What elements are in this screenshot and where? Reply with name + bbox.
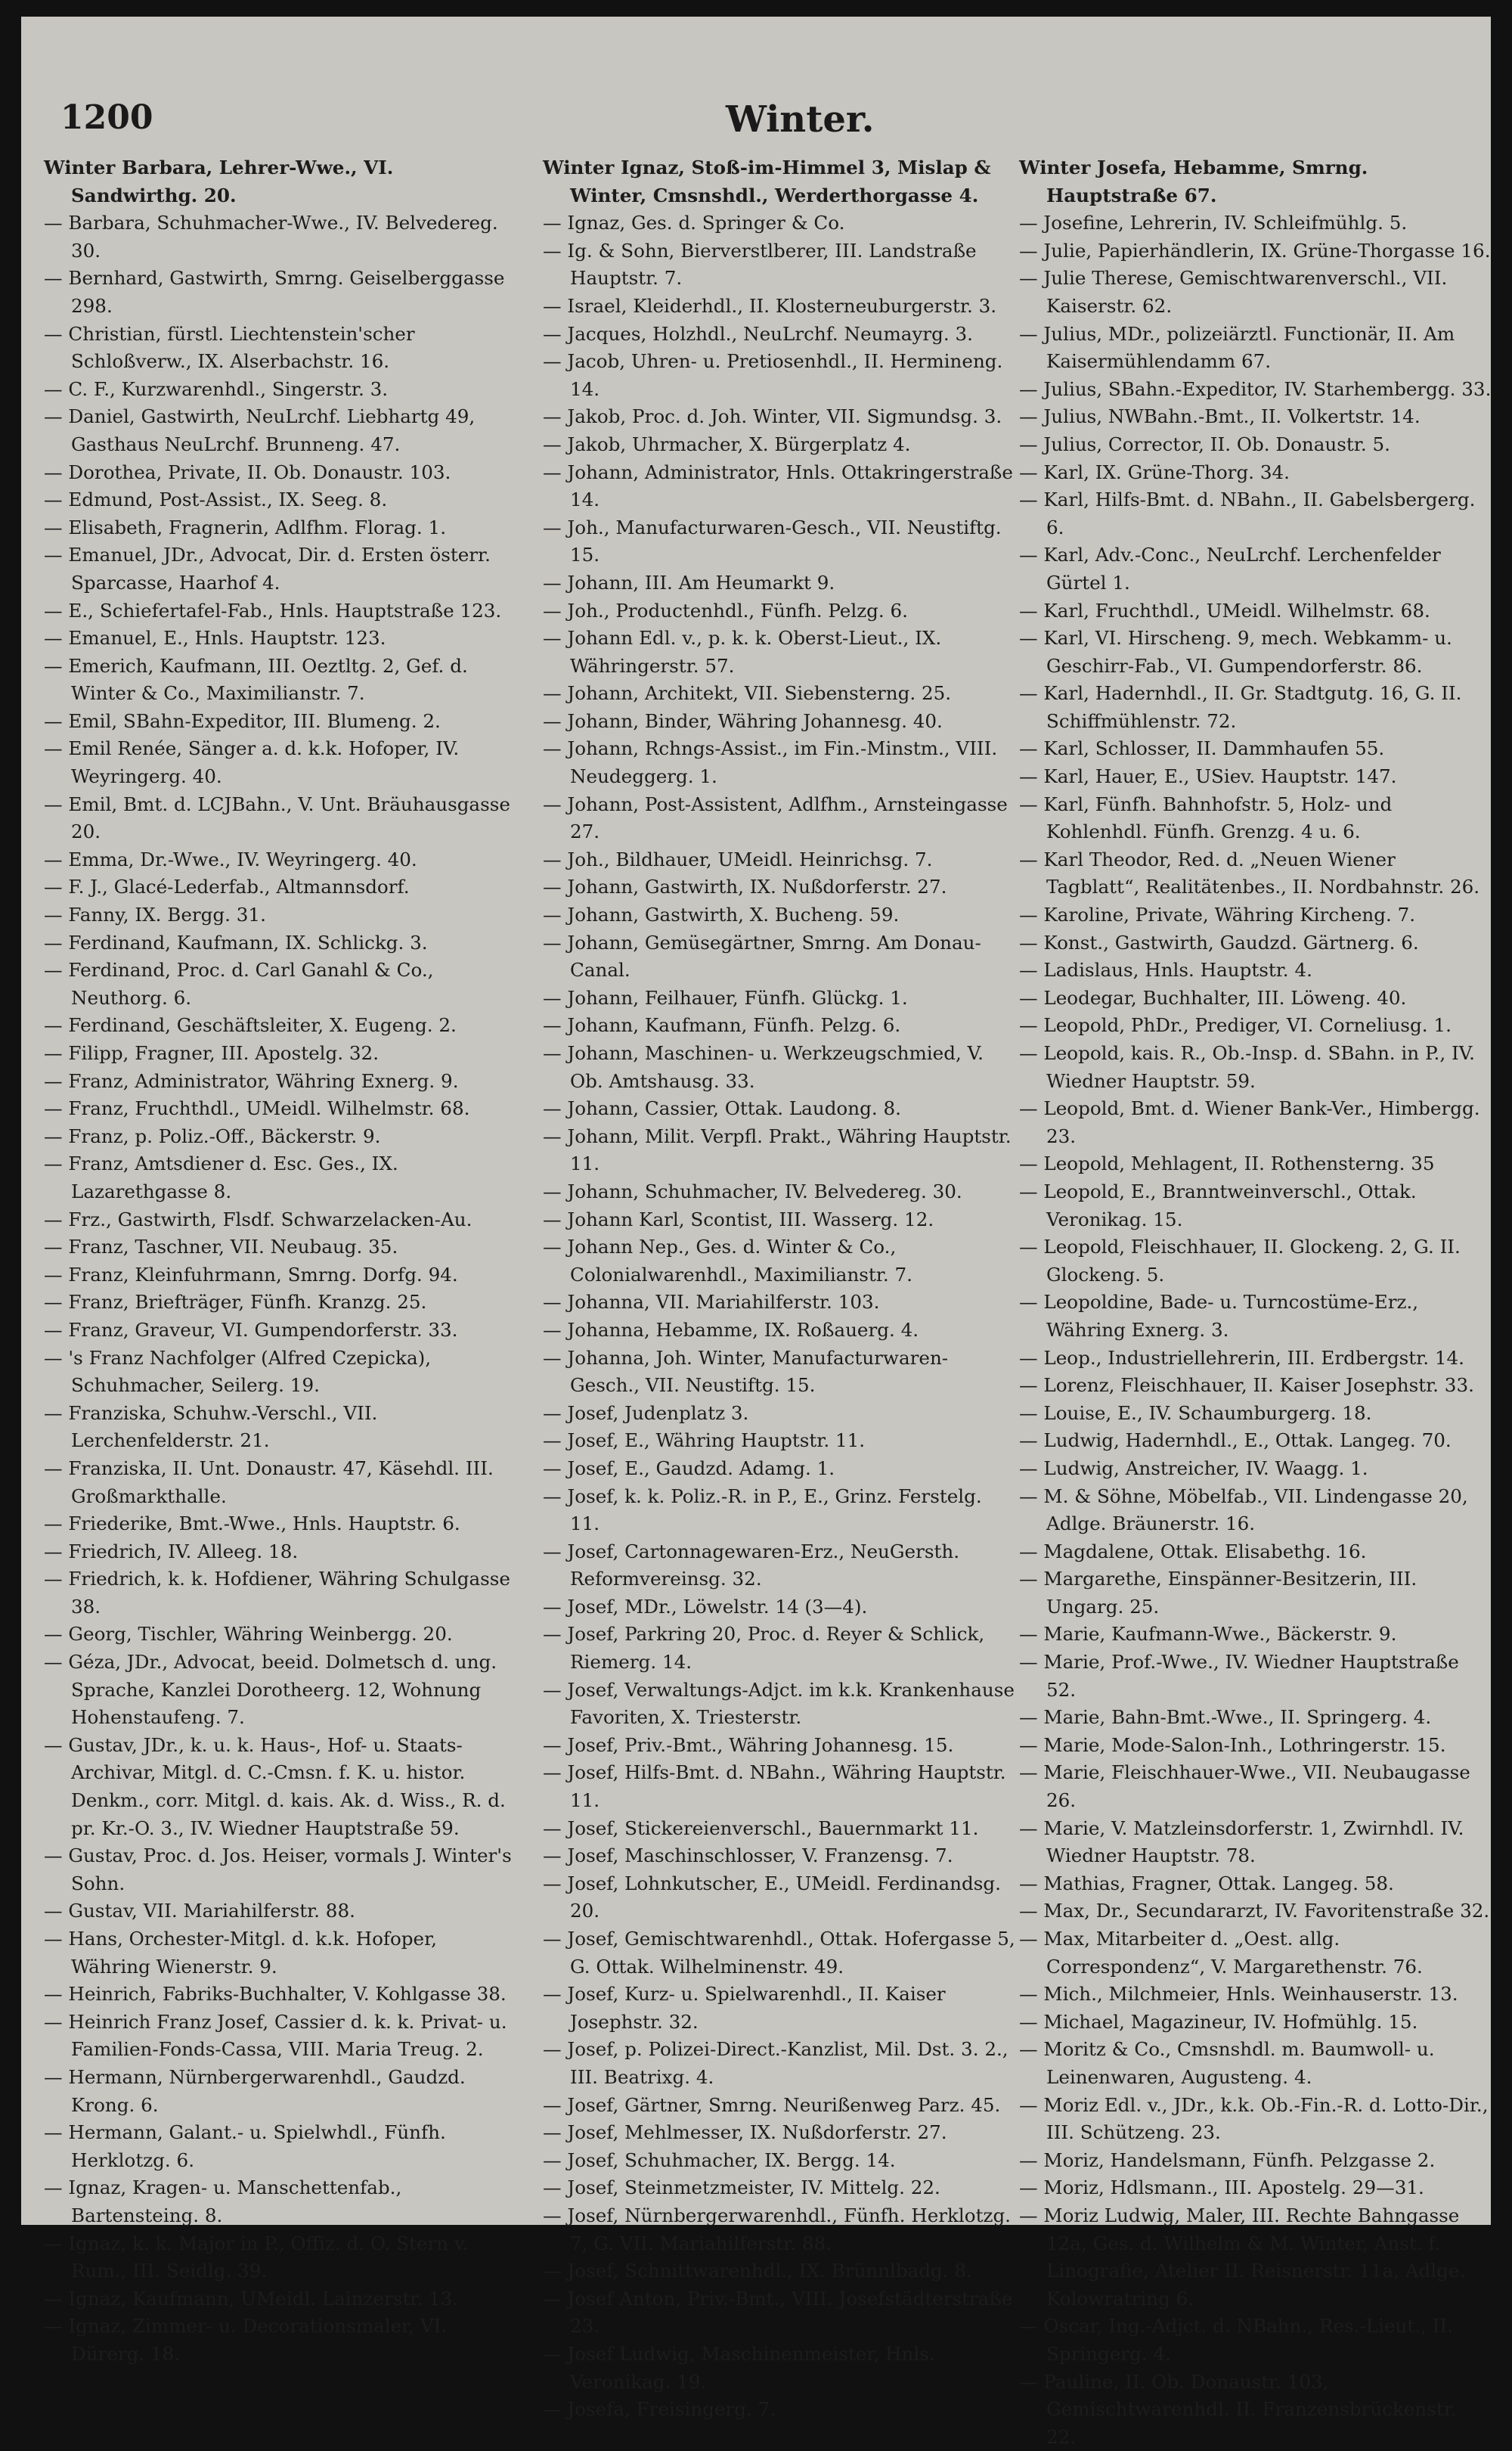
directory-entry: — Ignaz, Kaufmann, UMeidl. Lainzerstr. 13. xyxy=(44,2285,516,2313)
directory-entry: — Josef, Maschinschlosser, V. Franzensg. 7. xyxy=(543,1842,1015,1870)
directory-entry: — Karoline, Private, Währing Kircheng. 7. xyxy=(1019,901,1492,929)
directory-entry: — Joh., Manufacturwaren-Gesch., VII. Neustiftg. 15. xyxy=(543,514,1015,569)
directory-entry: — Johann, Rchngs-Assist., im Fin.-Minstm., VIII. Neudeggerg. 1. xyxy=(543,735,1015,790)
directory-entry: — Emil, Bmt. d. LCJBahn., V. Unt. Bräuhausgasse 20. xyxy=(44,791,516,846)
directory-entry: — Filipp, Fragner, III. Apostelg. 32. xyxy=(44,1040,516,1068)
directory-entry: — Franz, Fruchthdl., UMeidl. Wilhelmstr. 68. xyxy=(44,1095,516,1123)
directory-entry: — Jacob, Uhren- u. Pretiosenhdl., II. Hermineng. 14. xyxy=(543,348,1015,403)
directory-entry: — Josef, Parkring 20, Proc. d. Reyer & Schlick, Riemerg. 14. xyxy=(543,1621,1015,1676)
directory-entry: — Moriz, Hdlsmann., III. Apostelg. 29—31. xyxy=(1019,2174,1492,2202)
directory-entry: — Johann, Binder, Währing Johannesg. 40. xyxy=(543,708,1015,736)
directory-entry: — Moriz, Handelsmann, Fünfh. Pelzgasse 2. xyxy=(1019,2147,1492,2175)
directory-entry: — Josef, E., Währing Hauptstr. 11. xyxy=(543,1427,1015,1455)
directory-entry: — Bernhard, Gastwirth, Smrng. Geiselberggasse 298. xyxy=(44,265,516,320)
directory-entry: Winter Barbara, Lehrer-Wwe., VI. Sandwirthg. 20. xyxy=(44,154,516,209)
directory-entry: — Karl, Hadernhdl., II. Gr. Stadtgutg. 16, G. II. Schiffmühlenstr. 72. xyxy=(1019,680,1492,735)
directory-entry: — Marie, Fleischhauer-Wwe., VII. Neubaugasse 26. xyxy=(1019,1759,1492,1814)
directory-entry: — Josef, Nürnbergerwarenhdl., Fünfh. Herklotzg. 7, G. VII. Mariahilferstr. 88. xyxy=(543,2202,1015,2257)
directory-entry: — C. F., Kurzwarenhdl., Singerstr. 3. xyxy=(44,376,516,404)
directory-entry: — Leopold, Fleischhauer, II. Glockeng. 2, G. II. Glockeng. 5. xyxy=(1019,1233,1492,1289)
directory-entry: — Jakob, Proc. d. Joh. Winter, VII. Sigmundsg. 3. xyxy=(543,403,1015,431)
directory-entry: — Ludwig, Anstreicher, IV. Waagg. 1. xyxy=(1019,1455,1492,1483)
directory-entry: — Josef, Cartonnagewaren-Erz., NeuGersth. Reformvereinsg. 32. xyxy=(543,1538,1015,1593)
directory-entry: — Johann, Maschinen- u. Werkzeugschmied, V. Ob. Amtshausg. 33. xyxy=(543,1040,1015,1095)
directory-entry: — Margarethe, Einspänner-Besitzerin, III. Ungarg. 25. xyxy=(1019,1565,1492,1621)
directory-entry: — Ignaz, k. k. Major in P., Offiz. d. O. Stern v. Rum., III. Seidlg. 39. xyxy=(44,2230,516,2285)
directory-entry: — Lorenz, Fleischhauer, II. Kaiser Josephstr. 33. xyxy=(1019,1372,1492,1400)
directory-entry: — Julius, SBahn.-Expeditor, IV. Starhembergg. 33. xyxy=(1019,376,1492,404)
directory-entry: — Christian, fürstl. Liechtenstein'scher Schloßverw., IX. Alserbachstr. 16. xyxy=(44,321,516,376)
directory-entry: — Julius, Corrector, II. Ob. Donaustr. 5. xyxy=(1019,431,1492,459)
directory-entry: — Moriz Edl. v., JDr., k.k. Ob.-Fin.-R. d. Lotto-Dir., III. Schützeng. 23. xyxy=(1019,2092,1492,2147)
directory-entry: — Marie, Mode-Salon-Inh., Lothringerstr. 15. xyxy=(1019,1732,1492,1760)
directory-entry: — Franziska, Schuhw.-Verschl., VII. Lerchenfelderstr. 21. xyxy=(44,1400,516,1455)
directory-entry: — E., Schiefertafel-Fab., Hnls. Hauptstraße 123. xyxy=(44,597,516,625)
directory-entry: — Karl, IX. Grüne-Thorg. 34. xyxy=(1019,459,1492,487)
directory-entry: — Ferdinand, Kaufmann, IX. Schlickg. 3. xyxy=(44,929,516,957)
directory-entry: — Johanna, Hebamme, IX. Roßauerg. 4. xyxy=(543,1317,1015,1345)
directory-entry: — Josef, Steinmetzmeister, IV. Mittelg. 22. xyxy=(543,2174,1015,2202)
directory-entry: — Gustav, JDr., k. u. k. Haus-, Hof- u. Staats-Archivar, Mitgl. d. C.-Cmsn. f. K. u. histor. Denkm., corr. Mitgl. d. kais. Ak. d. Wiss., R. d. pr. Kr.-O. 3., IV. Wiedner Hauptstraße 59. xyxy=(44,1732,516,1842)
directory-entry: — Max, Mitarbeiter d. „Oest. allg. Correspondenz“, V. Margarethenstr. 76. xyxy=(1019,1925,1492,1981)
directory-entry: — Johann Edl. v., p. k. k. Oberst-Lieut., IX. Währingerstr. 57. xyxy=(543,625,1015,680)
directory-entry: — Emanuel, JDr., Advocat, Dir. d. Ersten österr. Sparcasse, Haarhof 4. xyxy=(44,541,516,597)
directory-entry: — Johann Nep., Ges. d. Winter & Co., Colonialwarenhdl., Maximilianstr. 7. xyxy=(543,1233,1015,1289)
directory-entry: — Ignaz, Zimmer- u. Decorationsmaler, VI. Dürerg. 18. xyxy=(44,2313,516,2368)
directory-entry: — Josef, Priv.-Bmt., Währing Johannesg. 15. xyxy=(543,1732,1015,1760)
directory-page xyxy=(21,17,1491,2225)
directory-entry: — Heinrich Franz Josef, Cassier d. k. k. Privat- u. Familien-Fonds-Cassa, VIII. Maria Treug. 2. xyxy=(44,2009,516,2064)
running-head: Winter. xyxy=(726,98,875,141)
directory-entry: — Josef, k. k. Poliz.-R. in P., E., Grinz. Ferstelg. 11. xyxy=(543,1483,1015,1538)
column-left xyxy=(44,154,516,2369)
directory-entry: — Leopold, PhDr., Prediger, VI. Corneliusg. 1. xyxy=(1019,1012,1492,1040)
directory-entry: — Max, Dr., Secundararzt, IV. Favoritenstraße 32. xyxy=(1019,1897,1492,1925)
directory-entry: — Johann, Architekt, VII. Siebensterng. 25. xyxy=(543,680,1015,708)
directory-entry: — Josef, Schnittwarenhdl., IX. Brünnlbadg. 8. xyxy=(543,2257,1015,2285)
directory-entry: — Josef, Hilfs-Bmt. d. NBahn., Währing Hauptstr. 11. xyxy=(543,1759,1015,1814)
directory-entry: — Fanny, IX. Bergg. 31. xyxy=(44,901,516,929)
directory-entry: — Julius, MDr., polizeiärztl. Functionär, II. Am Kaisermühlendamm 67. xyxy=(1019,321,1492,376)
directory-entry: — Emma, Dr.-Wwe., IV. Weyringerg. 40. xyxy=(44,846,516,874)
directory-entry: — Karl, Adv.-Conc., NeuLrchf. Lerchenfelder Gürtel 1. xyxy=(1019,541,1492,597)
directory-entry: — Friederike, Bmt.-Wwe., Hnls. Hauptstr. 6. xyxy=(44,1510,516,1538)
directory-entry: — Josef Ludwig, Maschinenmeister, Hnls. Veronikag. 19. xyxy=(543,2341,1015,2396)
directory-entry: — Johann, Kaufmann, Fünfh. Pelzg. 6. xyxy=(543,1012,1015,1040)
directory-entry: — Josef, Verwaltungs-Adjct. im k.k. Krankenhause Favoriten, X. Triesterstr. xyxy=(543,1677,1015,1732)
directory-entry: — Karl, Hilfs-Bmt. d. NBahn., II. Gabelsbergerg. 6. xyxy=(1019,486,1492,541)
directory-entry: — Leop., Industriellehrerin, III. Erdbergstr. 14. xyxy=(1019,1345,1492,1373)
directory-entry: — Friedrich, k. k. Hofdiener, Währing Schulgasse 38. xyxy=(44,1565,516,1621)
directory-entry: — Johann, Feilhauer, Fünfh. Glückg. 1. xyxy=(543,985,1015,1013)
directory-entry: Winter Josefa, Hebamme, Smrng. Hauptstraße 67. xyxy=(1019,154,1492,209)
directory-entry: — Josef, MDr., Löwelstr. 14 (3—4). xyxy=(543,1593,1015,1621)
directory-entry: — Friedrich, IV. Alleeg. 18. xyxy=(44,1538,516,1566)
directory-entry: — Karl Theodor, Red. d. „Neuen Wiener Tagblatt“, Realitätenbes., II. Nordbahnstr. 26. xyxy=(1019,846,1492,901)
directory-entry: — Konst., Gastwirth, Gaudzd. Gärtnerg. 6. xyxy=(1019,929,1492,957)
directory-entry: — Johann, Schuhmacher, IV. Belvedereg. 30. xyxy=(543,1178,1015,1206)
directory-entry: — Leodegar, Buchhalter, III. Löweng. 40. xyxy=(1019,985,1492,1013)
directory-entry: — Johanna, Joh. Winter, Manufacturwaren-Gesch., VII. Neustiftg. 15. xyxy=(543,1345,1015,1400)
directory-entry: Winter Ignaz, Stoß-im-Himmel 3, Mislap & Winter, Cmsnshdl., Werderthorgasse 4. xyxy=(543,154,1015,209)
directory-entry: — Josef, Mehlmesser, IX. Nußdorferstr. 27. xyxy=(543,2119,1015,2147)
directory-entry: — Emil, SBahn-Expeditor, III. Blumeng. 2. xyxy=(44,708,516,736)
directory-entry: — Franz, Graveur, VI. Gumpendorferstr. 33. xyxy=(44,1317,516,1345)
directory-entry: — Gustav, VII. Mariahilferstr. 88. xyxy=(44,1897,516,1925)
directory-entry: — Josef, Gemischtwarenhdl., Ottak. Hofergasse 5, G. Ottak. Wilhelminenstr. 49. xyxy=(543,1925,1015,1981)
directory-entry: — Emerich, Kaufmann, III. Oeztltg. 2, Gef. d. Winter & Co., Maximilianstr. 7. xyxy=(44,653,516,708)
directory-entry: — Karl, Hauer, E., USiev. Hauptstr. 147. xyxy=(1019,763,1492,791)
directory-entry: — Marie, Prof.-Wwe., IV. Wiedner Hauptstraße 52. xyxy=(1019,1649,1492,1704)
directory-entry: — Ignaz, Ges. d. Springer & Co. xyxy=(543,209,1015,237)
directory-entry: — Josef, Schuhmacher, IX. Bergg. 14. xyxy=(543,2147,1015,2175)
directory-entry: — Marie, V. Matzleinsdorferstr. 1, Zwirnhdl. IV. Wiedner Hauptstr. 78. xyxy=(1019,1815,1492,1870)
directory-entry: — Michael, Magazineur, IV. Hofmühlg. 15. xyxy=(1019,2009,1492,2037)
directory-entry: — Johann, Post-Assistent, Adlfhm., Arnsteingasse 27. xyxy=(543,791,1015,846)
directory-entry: — Johann, Gastwirth, X. Bucheng. 59. xyxy=(543,901,1015,929)
directory-entry: — Josef, p. Polizei-Direct.-Kanzlist, Mil. Dst. 3. 2., III. Beatrixg. 4. xyxy=(543,2036,1015,2091)
directory-entry: — Mich., Milchmeier, Hnls. Weinhauserstr. 13. xyxy=(1019,1981,1492,2009)
directory-entry: — Marie, Bahn-Bmt.-Wwe., II. Springerg. 4. xyxy=(1019,1704,1492,1732)
directory-entry: — Moritz & Co., Cmsnshdl. m. Baumwoll- u. Leinenwaren, Augusteng. 4. xyxy=(1019,2036,1492,2091)
directory-entry: — Franz, Administrator, Währing Exnerg. 9. xyxy=(44,1068,516,1096)
directory-entry: — Georg, Tischler, Währing Weinbergg. 20. xyxy=(44,1621,516,1649)
directory-entry: — Leopold, Bmt. d. Wiener Bank-Ver., Himbergg. 23. xyxy=(1019,1095,1492,1150)
column-right xyxy=(1019,154,1492,2451)
directory-entry: — Karl, Fruchthdl., UMeidl. Wilhelmstr. 68. xyxy=(1019,597,1492,625)
directory-entry: — Pauline, II. Ob. Donaustr. 103, Gemischtwarenhdl. II. Franzensbrückenstr. 22. xyxy=(1019,2369,1492,2451)
directory-entry: — Ignaz, Kragen- u. Manschettenfab., Bartensteing. 8. xyxy=(44,2174,516,2229)
directory-entry: — Ludwig, Hadernhdl., E., Ottak. Langeg. 70. xyxy=(1019,1427,1492,1455)
directory-entry: — Josef Anton, Priv.-Bmt., VIII. Josefstädterstraße 23. xyxy=(543,2285,1015,2341)
directory-entry: — Ig. & Sohn, Bierverstlberer, III. Landstraße Hauptstr. 7. xyxy=(543,237,1015,293)
directory-entry: — Josef, Judenplatz 3. xyxy=(543,1400,1015,1428)
directory-entry: — Johanna, VII. Mariahilferstr. 103. xyxy=(543,1289,1015,1317)
page-number: 1200 xyxy=(60,98,153,137)
directory-entry: — Israel, Kleiderhdl., II. Klosterneuburgerstr. 3. xyxy=(543,293,1015,321)
directory-entry: — Julius, NWBahn.-Bmt., II. Volkertstr. 14. xyxy=(1019,403,1492,431)
directory-entry: — Josefine, Lehrerin, IV. Schleifmühlg. 5. xyxy=(1019,209,1492,237)
directory-entry: — Franziska, II. Unt. Donaustr. 47, Käsehdl. III. Großmarkthalle. xyxy=(44,1455,516,1510)
directory-entry: — Gustav, Proc. d. Jos. Heiser, vormals J. Winter's Sohn. xyxy=(44,1842,516,1897)
directory-entry: — Heinrich, Fabriks-Buchhalter, V. Kohlgasse 38. xyxy=(44,1981,516,2009)
directory-entry: — Franz, Kleinfuhrmann, Smrng. Dorfg. 94. xyxy=(44,1261,516,1289)
directory-entry: — Elisabeth, Fragnerin, Adlfhm. Florag. 1. xyxy=(44,514,516,542)
directory-entry: — Emil Renée, Sänger a. d. k.k. Hofoper, IV. Weyringerg. 40. xyxy=(44,735,516,790)
directory-entry: — Joh., Productenhdl., Fünfh. Pelzg. 6. xyxy=(543,597,1015,625)
directory-entry: — Karl, Schlosser, II. Dammhaufen 55. xyxy=(1019,735,1492,763)
directory-entry: — Leopold, kais. R., Ob.-Insp. d. SBahn. in P., IV. Wiedner Hauptstr. 59. xyxy=(1019,1040,1492,1095)
directory-entry: — 's Franz Nachfolger (Alfred Czepicka), Schuhmacher, Seilerg. 19. xyxy=(44,1345,516,1400)
directory-entry: — Johann, Gastwirth, IX. Nußdorferstr. 27. xyxy=(543,873,1015,901)
directory-entry: — Julie Therese, Gemischtwarenverschl., VII. Kaiserstr. 62. xyxy=(1019,265,1492,320)
directory-entry: — Josefa, Freisingerg. 7. xyxy=(543,2396,1015,2424)
directory-entry: — M. & Söhne, Möbelfab., VII. Lindengasse 20, Adlge. Bräunerstr. 16. xyxy=(1019,1483,1492,1538)
directory-entry: — Frz., Gastwirth, Flsdf. Schwarzelacken-Au. xyxy=(44,1206,516,1234)
directory-entry: — Moriz Ludwig, Maler, III. Rechte Bahngasse 12a, Ges. d. Wilhelm & M. Winter, Anst. f. Linografie, Atelier II. Reisnerstr. 11a, Adlge. Kolowratring 6. xyxy=(1019,2202,1492,2313)
directory-entry: — Franz, Briefträger, Fünfh. Kranzg. 25. xyxy=(44,1289,516,1317)
directory-entry: — Josef, Gärtner, Smrng. Neurißenweg Parz. 45. xyxy=(543,2092,1015,2120)
directory-entry: — Mathias, Fragner, Ottak. Langeg. 58. xyxy=(1019,1870,1492,1898)
directory-entry: — Johann, III. Am Heumarkt 9. xyxy=(543,569,1015,597)
directory-entry: — Franz, p. Poliz.-Off., Bäckerstr. 9. xyxy=(44,1123,516,1151)
directory-entry: — Johann, Gemüsegärtner, Smrng. Am Donau-Canal. xyxy=(543,929,1015,985)
directory-entry: — Franz, Taschner, VII. Neubaug. 35. xyxy=(44,1233,516,1261)
directory-entry: — Johann, Administrator, Hnls. Ottakringerstraße 14. xyxy=(543,459,1015,514)
directory-entry: — Karl, Fünfh. Bahnhofstr. 5, Holz- und Kohlenhdl. Fünfh. Grenzg. 4 u. 6. xyxy=(1019,791,1492,846)
directory-entry: — Johann, Milit. Verpfl. Prakt., Währing Hauptstr. 11. xyxy=(543,1123,1015,1178)
directory-entry: — Hermann, Galant.- u. Spielwhdl., Fünfh. Herklotzg. 6. xyxy=(44,2119,516,2174)
directory-entry: — Julie, Papierhändlerin, IX. Grüne-Thorgasse 16. xyxy=(1019,237,1492,265)
page-header xyxy=(60,98,1482,151)
directory-entry: — Edmund, Post-Assist., IX. Seeg. 8. xyxy=(44,486,516,514)
directory-entry: — Josef, Lohnkutscher, E., UMeidl. Ferdinandsg. 20. xyxy=(543,1870,1015,1925)
directory-entry: — Franz, Amtsdiener d. Esc. Ges., IX. Lazarethgasse 8. xyxy=(44,1150,516,1205)
directory-entry: — Louise, E., IV. Schaumburgerg. 18. xyxy=(1019,1400,1492,1428)
directory-entry: — Josef, E., Gaudzd. Adamg. 1. xyxy=(543,1455,1015,1483)
directory-entry: — Jacques, Holzhdl., NeuLrchf. Neumayrg. 3. xyxy=(543,321,1015,349)
directory-entry: — Karl, VI. Hirscheng. 9, mech. Webkamm- u. Geschirr-Fab., VI. Gumpendorferstr. 86. xyxy=(1019,625,1492,680)
directory-entry: — Josef, Kurz- u. Spielwarenhdl., II. Kaiser Josephstr. 32. xyxy=(543,1981,1015,2036)
directory-entry: — Johann Karl, Scontist, III. Wasserg. 12. xyxy=(543,1206,1015,1234)
directory-entry: — F. J., Glacé-Lederfab., Altmannsdorf. xyxy=(44,873,516,901)
directory-entry: — Leopoldine, Bade- u. Turncostüme-Erz., Währing Exnerg. 3. xyxy=(1019,1289,1492,1344)
column-middle xyxy=(543,154,1015,2424)
directory-entry: — Hermann, Nürnbergerwarenhdl., Gaudzd. Krong. 6. xyxy=(44,2064,516,2119)
directory-entry: — Ferdinand, Geschäftsleiter, X. Eugeng. 2. xyxy=(44,1012,516,1040)
directory-entry: — Daniel, Gastwirth, NeuLrchf. Liebhartg 49, Gasthaus NeuLrchf. Brunneng. 47. xyxy=(44,403,516,458)
directory-entry: — Ladislaus, Hnls. Hauptstr. 4. xyxy=(1019,957,1492,985)
directory-entry: — Ferdinand, Proc. d. Carl Ganahl & Co., Neuthorg. 6. xyxy=(44,957,516,1012)
directory-entry: — Leopold, E., Branntweinverschl., Ottak. Veronikag. 15. xyxy=(1019,1178,1492,1233)
directory-entry: — Barbara, Schuhmacher-Wwe., IV. Belvedereg. 30. xyxy=(44,209,516,265)
directory-entry: — Oscar, Ing.-Adjct. d. NBahn., Res.-Lieut., II. Springerg. 4. xyxy=(1019,2313,1492,2368)
directory-entry: — Marie, Kaufmann-Wwe., Bäckerstr. 9. xyxy=(1019,1621,1492,1649)
directory-entry: — Josef, Stickereienverschl., Bauernmarkt 11. xyxy=(543,1815,1015,1843)
directory-entry: — Hans, Orchester-Mitgl. d. k.k. Hofoper, Währing Wienerstr. 9. xyxy=(44,1925,516,1981)
directory-entry: — Dorothea, Private, II. Ob. Donaustr. 103. xyxy=(44,459,516,487)
directory-entry: — Leopold, Mehlagent, II. Rothensterng. 35 xyxy=(1019,1150,1492,1178)
directory-entry: — Joh., Bildhauer, UMeidl. Heinrichsg. 7. xyxy=(543,846,1015,874)
directory-entry: — Géza, JDr., Advocat, beeid. Dolmetsch d. ung. Sprache, Kanzlei Dorotheerg. 12, Wohnung Hohenstaufeng. 7. xyxy=(44,1649,516,1732)
directory-entry: — Magdalene, Ottak. Elisabethg. 16. xyxy=(1019,1538,1492,1566)
directory-entry: — Emanuel, E., Hnls. Hauptstr. 123. xyxy=(44,625,516,653)
directory-entry: — Johann, Cassier, Ottak. Laudong. 8. xyxy=(543,1095,1015,1123)
directory-entry: — Jakob, Uhrmacher, X. Bürgerplatz 4. xyxy=(543,431,1015,459)
